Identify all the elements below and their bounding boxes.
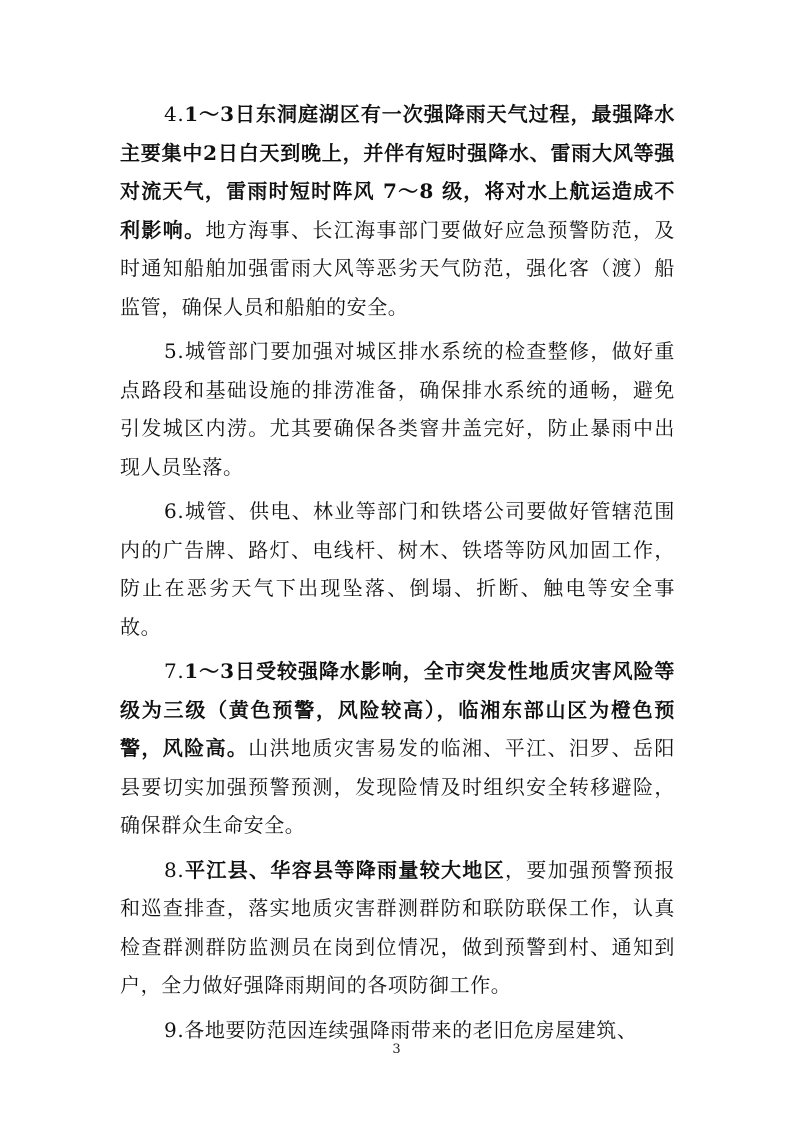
- paragraph-number: 6.: [164, 499, 185, 523]
- paragraph-text: 山洪地质灾害易发的临湘、平江、汨罗、岳阳县要切实加强预警预测，发现险情及时组织安全转移避险，确保群众生命安全。: [120, 736, 676, 837]
- paragraph-number: 5.: [164, 339, 185, 363]
- paragraph-number: 9.: [164, 1017, 185, 1042]
- paragraph-6: [120, 492, 675, 646]
- document-body: [120, 95, 675, 1055]
- paragraph-text: ，要加强预警预报和巡查排查，落实地质灾害群测群防和联防联保工作，认真检查群测群防监测员在岗到位情况，做到预警到村、通知到户，全力做好强降雨期间的各项防御工作。: [120, 857, 675, 997]
- paragraph-number: 8.: [164, 857, 185, 882]
- paragraph-number: 7.: [164, 659, 185, 683]
- paragraph-4: [120, 95, 675, 326]
- paragraph-text: 城管、供电、林业等部门和铁塔公司要做好管辖范围内的广告牌、路灯、电线杆、树木、铁塔等防风加固工作，防止在恶劣天气下出现坠落、倒塌、折断、触电等安全事故。: [120, 499, 675, 639]
- paragraph-bold-text: 1～3日东洞庭湖区有一次强降雨天气过程，最强降水主要集中2日白天到晚上，并伴有短时强降水、雷雨大风等强对流天气，雷雨时短时阵风 7～8 级，将对水上航运造成不利影响。: [120, 102, 675, 242]
- paragraph-text: 各地要防范因连续强降雨带来的老旧危房屋建筑、: [184, 1017, 638, 1042]
- paragraph-text: 城管部门要加强对城区排水系统的检查整修，做好重点路段和基础设施的排涝准备，确保排水系统的通畅，避免引发城区内涝。尤其要确保各类窨井盖完好，防止暴雨中出现人员坠落。: [120, 339, 675, 479]
- paragraph-7: [120, 652, 675, 845]
- paragraph-bold-text: 1～3日受较强降水影响，全市突发性地质灾害风险等级为三级（黄色预警，风险较高），临湘东部山区为橙色预警，风险高。: [120, 659, 675, 760]
- paragraph-bold-text: 平江县、华容县等降雨量较大地区: [184, 857, 506, 882]
- paragraph-text: 地方海事、长江海事部门要做好应急预警防范，及时通知船舶加强雷雨大风等恶劣天气防范，强化客（渡）船监管，确保人员和船舶的安全。: [120, 217, 676, 319]
- paragraph-number: 4.: [164, 102, 185, 126]
- page-number: 3: [392, 1042, 401, 1057]
- paragraph-8: [120, 851, 675, 1005]
- paragraph-5: [120, 332, 675, 486]
